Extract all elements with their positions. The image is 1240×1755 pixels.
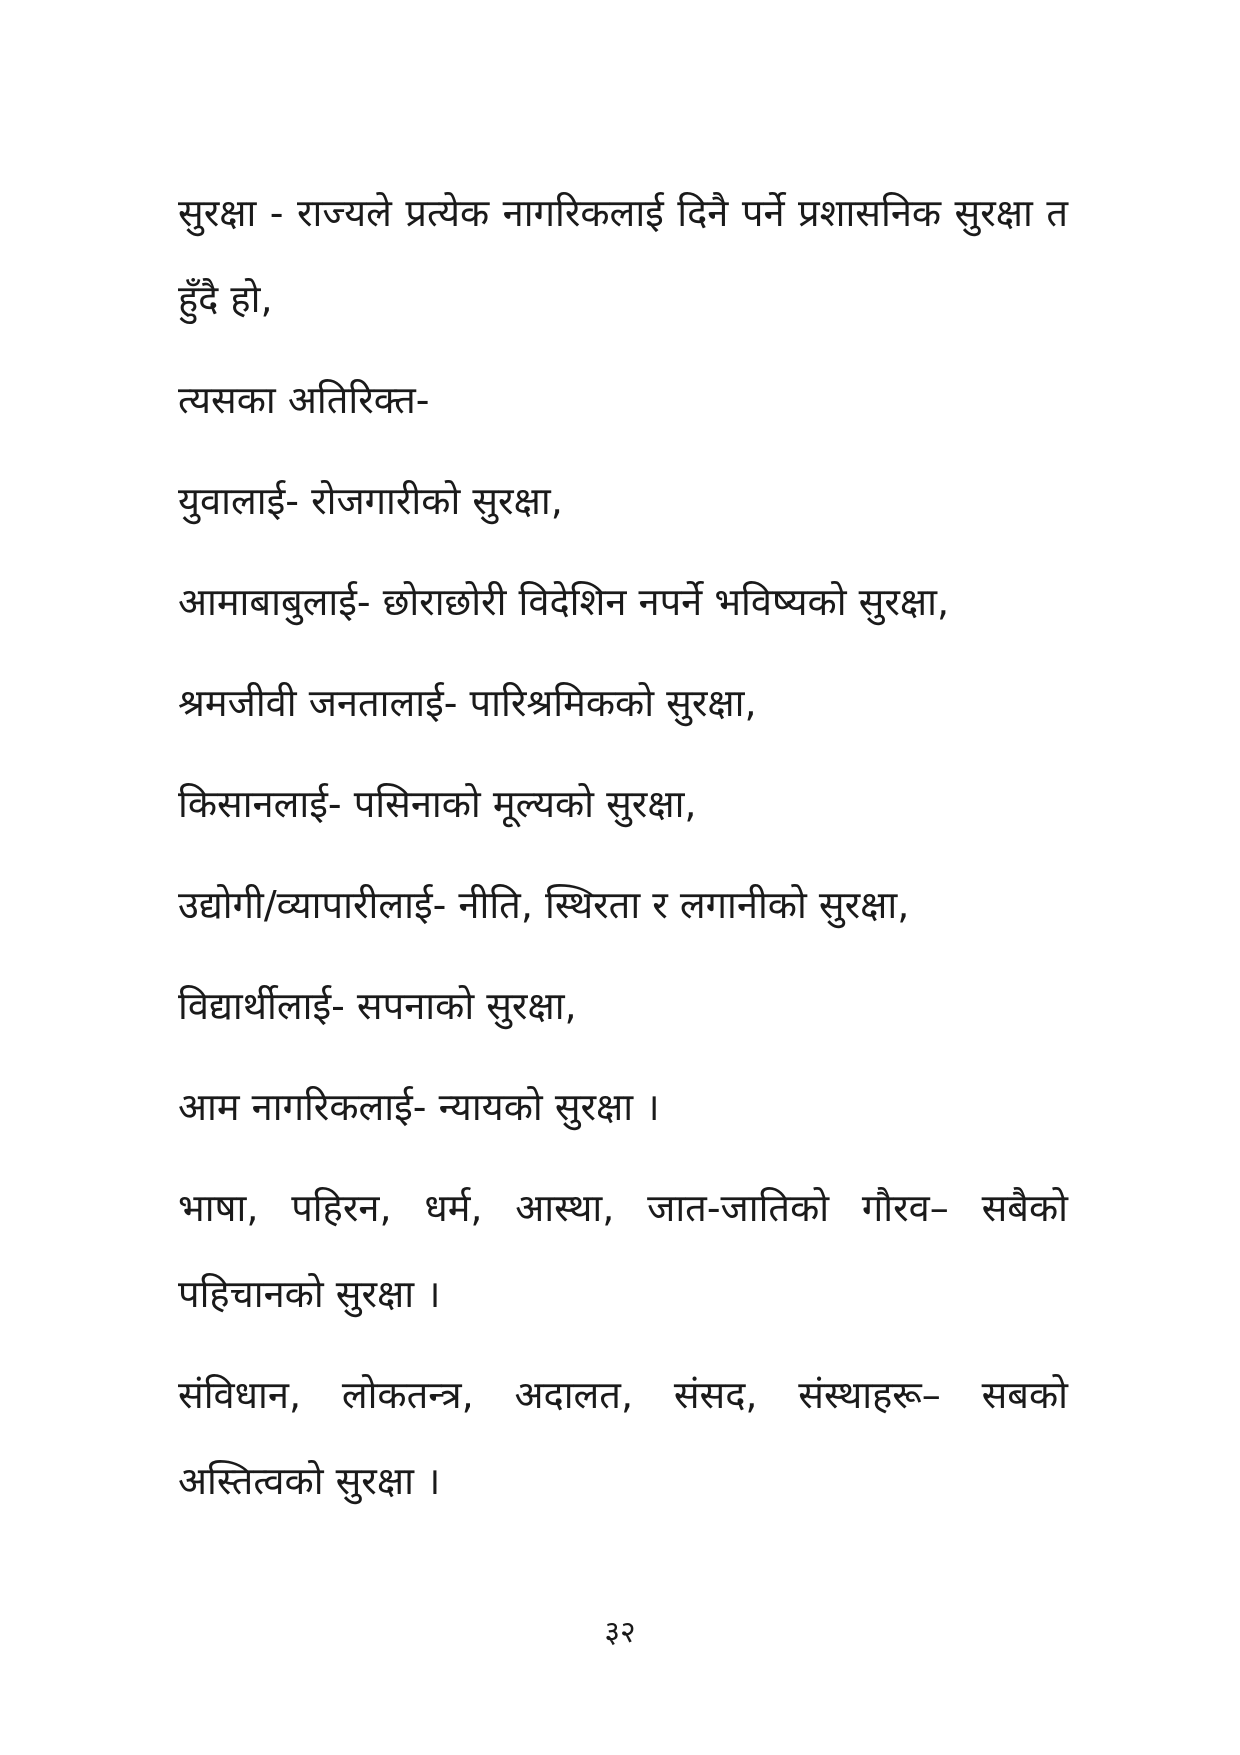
paragraph-identity: भाषा, पहिरन, धर्म, आस्था, जात-जातिको गौरव– सबैको पहिचानको सुरक्षा । <box>178 1186 1068 1316</box>
paragraph-institutions: संविधान, लोकतन्त्र, अदालत, संसद, संस्थाहरू– सबको अस्तित्वको सुरक्षा । <box>178 1373 1068 1503</box>
paragraph-citizens: आम नागरिकलाई- न्यायको सुरक्षा । <box>178 1085 660 1129</box>
paragraph-security-intro: सुरक्षा - राज्यले प्रत्येक नागरिकलाई दिनै पर्ने प्रशासनिक सुरक्षा त हुँदै हो, <box>178 191 1068 321</box>
paragraph-workers: श्रमजीवी जनतालाई- पारिश्रमिकको सुरक्षा, <box>178 681 757 725</box>
paragraph-farmers: किसानलाई- पसिनाको मूल्यको सुरक्षा, <box>178 782 697 826</box>
paragraph-youth: युवालाई- रोजगारीको सुरक्षा, <box>178 479 563 523</box>
paragraph-additionally: त्यसका अतिरिक्त- <box>178 378 430 422</box>
paragraph-parents: आमाबाबुलाई- छोराछोरी विदेशिन नपर्ने भविष्यको सुरक्षा, <box>178 580 950 624</box>
paragraph-students: विद्यार्थीलाई- सपनाको सुरक्षा, <box>178 984 577 1028</box>
document-body <box>178 170 1068 1539</box>
page-number: ३२ <box>604 1615 636 1650</box>
paragraph-industrialists: उद्योगी/व्यापारीलाई- नीति, स्थिरता र लगानीको सुरक्षा, <box>178 883 910 927</box>
